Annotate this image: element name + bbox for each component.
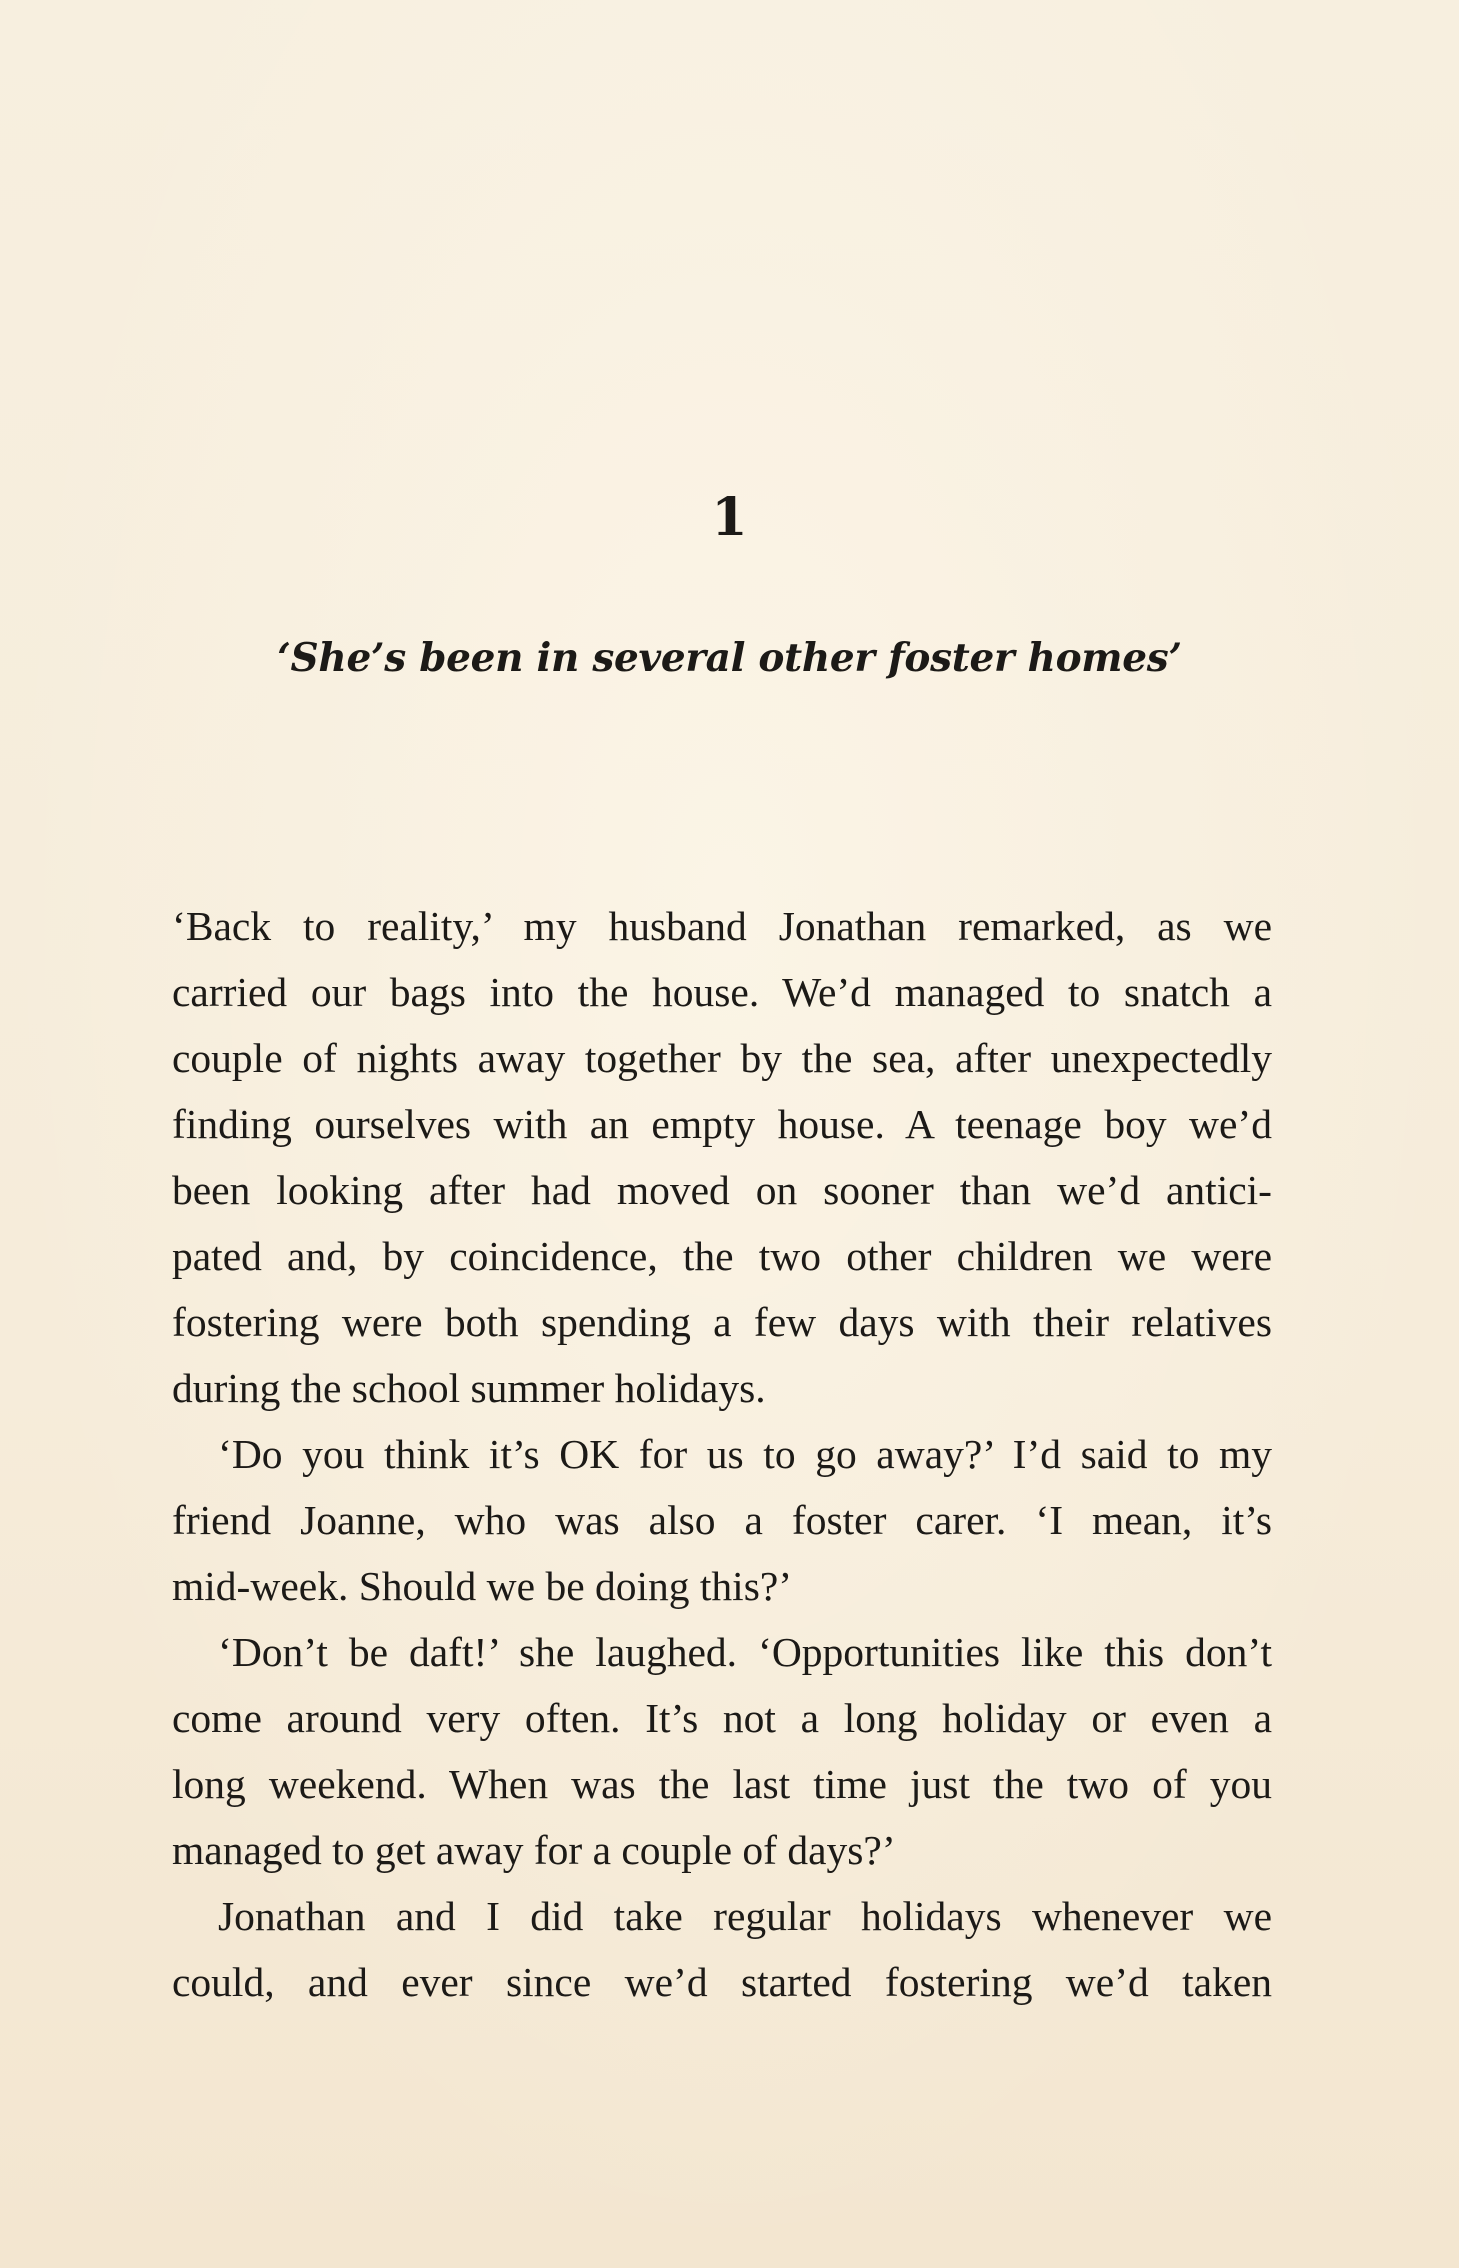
- text-line: been looking after had moved on sooner than we’d antici-: [172, 1167, 1272, 1213]
- text-line: carried our bags into the house. We’d managed to snatch a: [172, 969, 1272, 1015]
- text-line: Jonathan and I did take regular holidays whenever we: [218, 1893, 1272, 1939]
- text-line: during the school summer holidays.: [172, 1365, 766, 1411]
- text-line: mid-week. Should we be doing this?’: [172, 1563, 793, 1609]
- text-line: couple of nights away together by the sea, after unexpectedly: [172, 1035, 1272, 1081]
- text-line: ‘Do you think it’s OK for us to go away?’ I’d said to my: [218, 1431, 1272, 1477]
- text-line: managed to get away for a couple of days?’: [172, 1827, 896, 1873]
- text-line: finding ourselves with an empty house. A teenage boy we’d: [172, 1101, 1272, 1147]
- chapter-title: ‘She’s been in several other foster homes’: [277, 635, 1182, 681]
- text-line: fostering were both spending a few days with their relatives: [172, 1299, 1272, 1345]
- text-line: come around very often. It’s not a long holiday or even a: [172, 1695, 1272, 1741]
- text-line: ‘Don’t be daft!’ she laughed. ‘Opportunities like this don’t: [218, 1629, 1272, 1675]
- chapter-number: 1: [711, 487, 748, 548]
- text-line: long weekend. When was the last time just the two of you: [172, 1761, 1272, 1807]
- text-line: ‘Back to reality,’ my husband Jonathan remarked, as we: [172, 903, 1272, 949]
- text-line: could, and ever since we’d started fostering we’d taken: [172, 1959, 1272, 2005]
- body-text: [172, 893, 1272, 2015]
- text-line: pated and, by coincidence, the two other children we were: [172, 1233, 1272, 1279]
- text-line: friend Joanne, who was also a foster carer. ‘I mean, it’s: [172, 1497, 1272, 1543]
